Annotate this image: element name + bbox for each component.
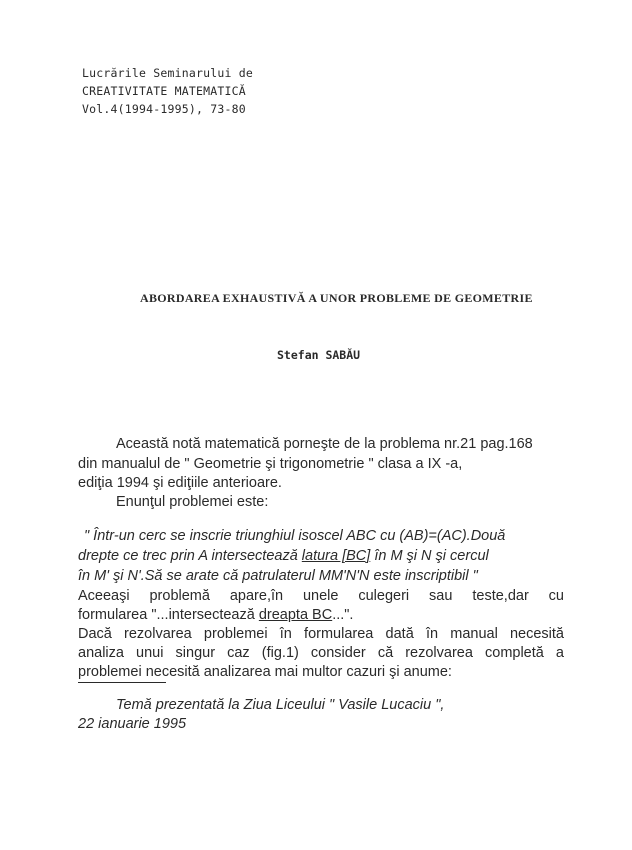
- footnote-line-1: Temă prezentată la Ziua Liceului " Vasile Lucaciu ",: [116, 697, 445, 713]
- body-line-3: Dacă rezolvarea problemei în formularea dată în manual necesită: [78, 626, 564, 642]
- paper-title: ABORDAREA EXHAUSTIVĂ A UNOR PROBLEME DE GEOMETRIE: [140, 291, 533, 305]
- author-name: Stefan SABĂU: [277, 348, 361, 362]
- body-line-2-start: formularea "...intersectează: [78, 607, 259, 623]
- intro-line-1: Această notă matematică porneşte de la problema nr.21 pag.168: [116, 436, 533, 452]
- header-line-2: CREATIVITATE MATEMATICĂ: [82, 84, 246, 98]
- intro-line-4: Enunţul problemei este:: [116, 494, 269, 510]
- header-line-3: Vol.4(1994-1995), 73-80: [82, 102, 246, 116]
- body-line-2-end: ...".: [332, 607, 354, 623]
- intro-line-2: din manualul de " Geometrie şi trigonometrie " clasa a IX -a,: [78, 456, 463, 472]
- header-line-1: Lucrările Seminarului de: [82, 66, 253, 80]
- body-line-2: [78, 607, 353, 623]
- statement-line-1: " Într-un cerc se inscrie triunghiul isoscel ABC cu (AB)=(AC).Două: [84, 528, 506, 544]
- statement-line-3: în M' şi N'.Să se arate că patrulaterul MM'N'N este inscriptibil ": [78, 568, 478, 584]
- body-line-1: Aceeaşi problemă apare,în unele culegeri sau teste,dar cu: [78, 588, 564, 604]
- footnote-line-2: 22 ianuarie 1995: [78, 716, 187, 732]
- underlined-segment-bc: latura [BC]: [301, 548, 371, 564]
- statement-line-2-start: drepte ce trec prin A intersectează: [78, 548, 302, 564]
- statement-line-2-end: în M şi N şi cercul: [370, 548, 489, 564]
- body-line-5: problemei necesită analizarea mai multor cazuri şi anume:: [78, 664, 452, 680]
- intro-line-3: ediţia 1994 şi ediţiile anterioare.: [78, 475, 282, 491]
- statement-line-2: [78, 548, 489, 564]
- footnote-divider: [78, 682, 166, 683]
- underlined-line-bc: dreapta BC: [258, 607, 333, 623]
- body-line-4: analiza unui singur caz (fig.1) consider că rezolvarea completă a: [78, 645, 564, 661]
